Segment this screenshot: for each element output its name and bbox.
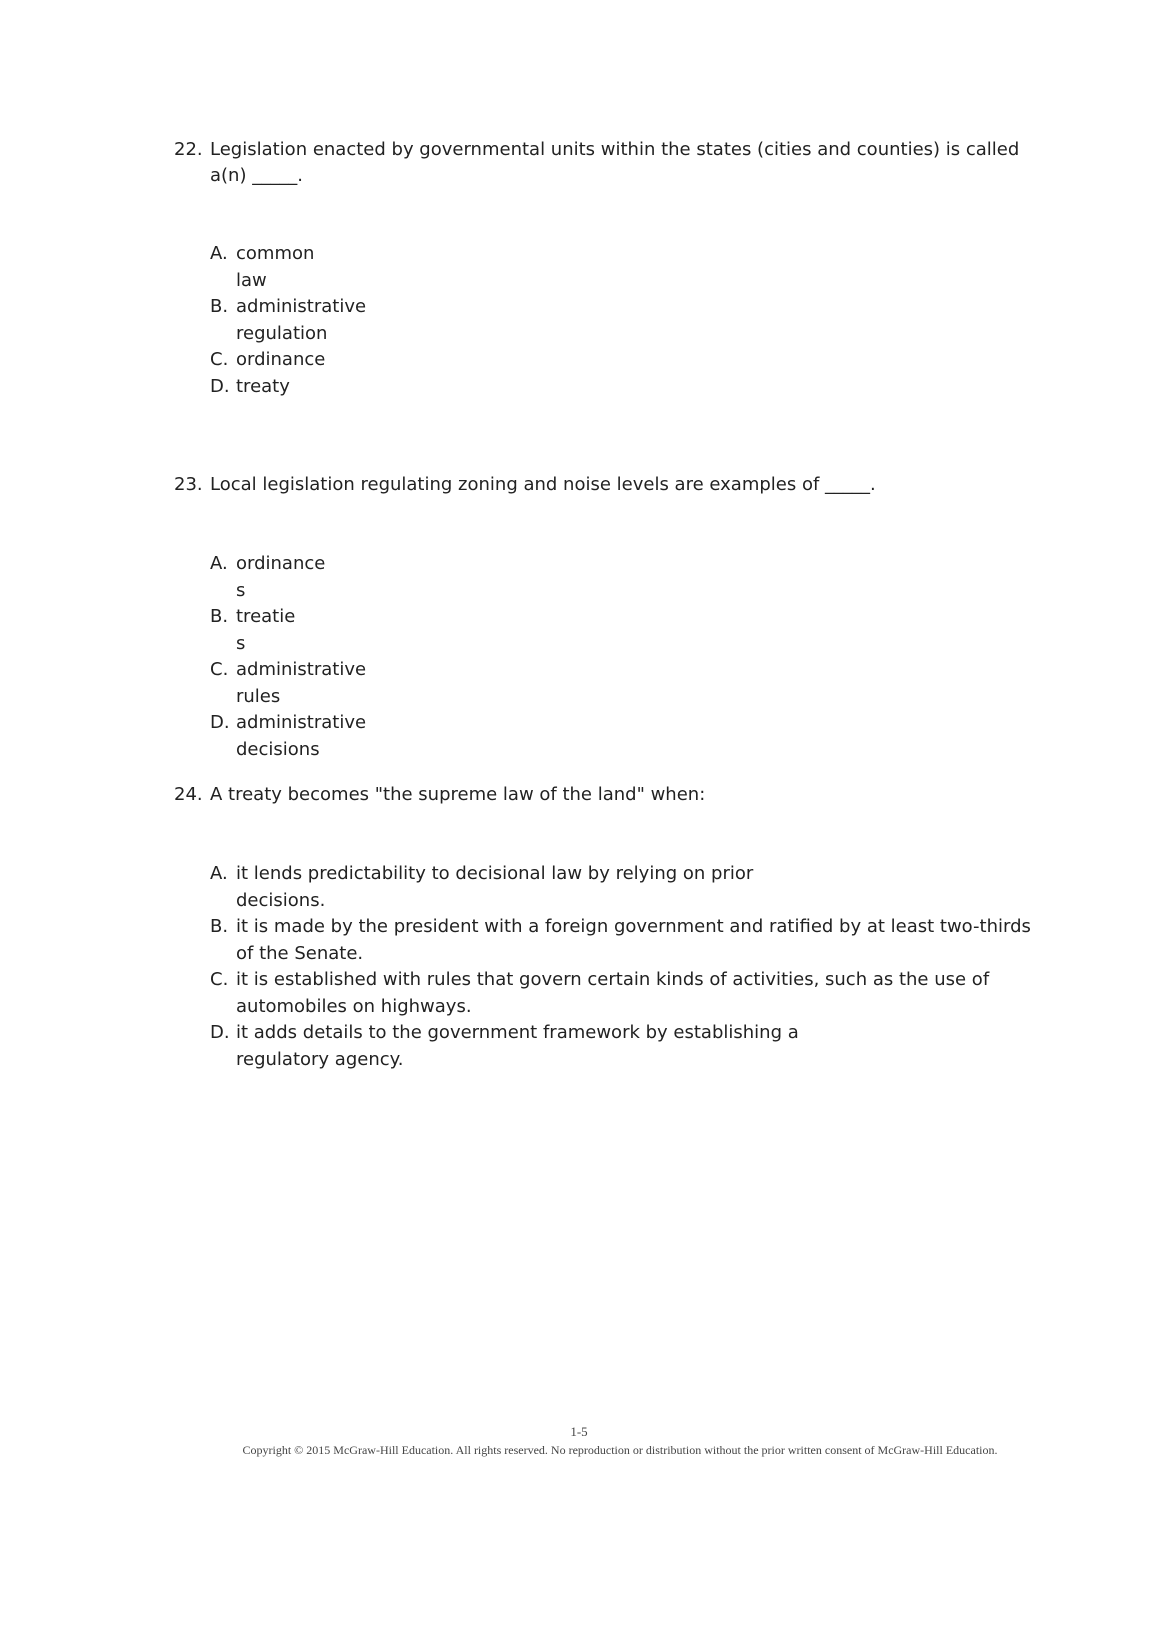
option-letter: A. (210, 863, 228, 884)
option-text: ordinances (236, 553, 326, 601)
option-letter: C. (210, 969, 229, 990)
option-text: treaty (236, 375, 290, 397)
option-d[interactable] (210, 710, 381, 763)
option-letter: B. (210, 606, 229, 627)
option-text: administrative decisions (236, 712, 367, 760)
option-d[interactable] (210, 374, 302, 401)
page-number: 1-5 (570, 1424, 588, 1439)
option-text: treaties (236, 606, 296, 654)
option-letter: B. (210, 296, 229, 317)
option-c[interactable] (210, 347, 332, 374)
question-text: Legislation enacted by governmental units within the states (cities and counties) is called a(n) _____. (210, 139, 1020, 186)
question-23 (174, 472, 1054, 498)
copyright-notice: Copyright © 2015 McGraw-Hill Education. All rights reserved. No reproduction or distribution without the prior written consent of McGraw-Hill Education. (242, 1443, 998, 1457)
option-letter: C. (210, 659, 229, 680)
question-number: 23. (174, 474, 203, 495)
question-number: 24. (174, 784, 203, 805)
option-b[interactable] (210, 604, 302, 657)
question-24 (174, 782, 1054, 808)
option-letter: D. (210, 375, 230, 397)
option-b[interactable] (210, 914, 1036, 967)
question-number: 22. (174, 139, 203, 160)
question-24-options (210, 861, 1051, 1073)
option-d[interactable] (210, 1020, 856, 1073)
option-c[interactable] (210, 657, 381, 710)
option-letter: A. (210, 553, 228, 574)
option-letter: D. (210, 1022, 230, 1043)
option-text: it is made by the president with a foreign government and ratified by at least two-thirds of the Senate. (236, 916, 1031, 964)
question-22-options (210, 241, 381, 400)
option-text: ordinance (236, 349, 326, 370)
option-c[interactable] (210, 967, 1051, 1020)
option-a[interactable] (210, 551, 332, 604)
question-text: A treaty becomes "the supreme law of the land" when: (210, 784, 706, 805)
option-letter: C. (210, 349, 229, 370)
question-text: Local legislation regulating zoning and noise levels are examples of _____. (210, 474, 876, 495)
option-text: administrative regulation (236, 296, 367, 344)
option-letter: D. (210, 712, 230, 733)
option-text: common law (236, 243, 315, 291)
option-text: it is established with rules that govern certain kinds of activities, such as the use of automobiles on highways. (236, 969, 990, 1017)
question-23-options (210, 551, 381, 763)
option-a[interactable] (210, 861, 796, 914)
option-b[interactable] (210, 294, 381, 347)
question-22 (174, 137, 1054, 189)
option-text: it adds details to the government framework by establishing a regulatory agency. (236, 1022, 799, 1070)
option-text: it lends predictability to decisional law by relying on prior decisions. (236, 863, 754, 911)
option-a[interactable] (210, 241, 326, 294)
option-text: administrative rules (236, 659, 367, 707)
option-letter: B. (210, 916, 229, 937)
option-letter: A. (210, 243, 228, 264)
